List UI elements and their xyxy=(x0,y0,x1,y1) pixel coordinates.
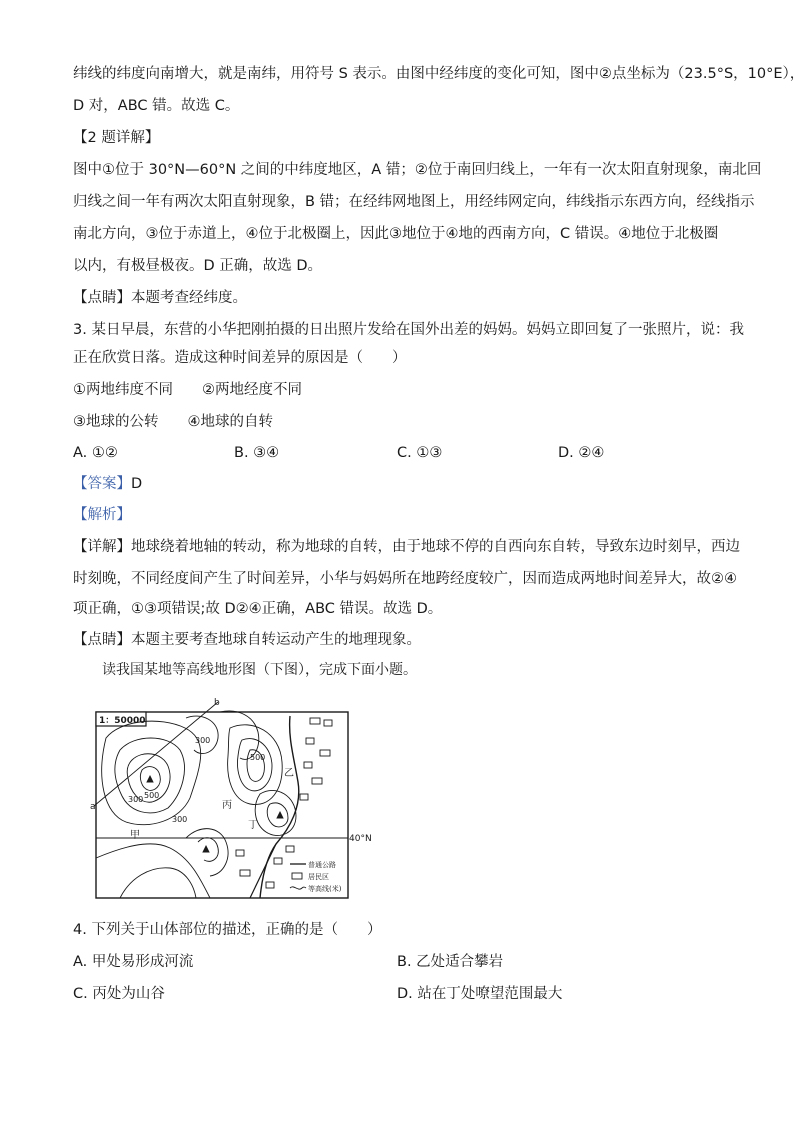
paragraph-line-5: 南北方向，③位于赤道上，④位于北极圈上，因此③地位于④地的西南方向，C 错误。④地位于北极圈 xyxy=(73,226,719,242)
legend-res-label: 居民区 xyxy=(308,873,329,881)
point-b-label: b xyxy=(214,698,220,708)
q4-option-b: B. 乙处适合攀岩 xyxy=(397,954,504,970)
answer-value: D xyxy=(131,476,143,492)
contour-bottom-1 xyxy=(96,844,210,898)
place-yi: 乙 xyxy=(284,768,294,779)
peak-bottom xyxy=(203,846,209,852)
detail-line-1: 【详解】地球绕着地轴的转动，称为地球的自转，由于地球不停的自西向东自转，导致东边时刻早，西边 xyxy=(73,539,740,555)
contour-label-300b: 300 xyxy=(172,815,188,824)
latitude-label: 40°N xyxy=(349,834,372,844)
contour-map xyxy=(90,698,372,900)
question-4-stem: 4. 下列关于山体部位的描述，正确的是（ ） xyxy=(73,922,382,938)
section-heading-q2: 【2 题详解】 xyxy=(73,130,160,146)
paragraph-line-1: 纬线的纬度向南增大，就是南纬，用符号 S 表示。由图中经纬度的变化可知，图中②点坐标为（23.5°S，10°E）， xyxy=(73,66,804,82)
contour-right-2 xyxy=(238,739,273,791)
place-ding: 丁 xyxy=(248,820,258,831)
question-3-choice-row-1: ①两地纬度不同 ②两地经度不同 xyxy=(73,382,302,398)
contour-label-300c: 300 xyxy=(128,795,144,804)
question-3-stem-1: 3. 某日早晨，东营的小华把刚拍摄的日出照片发给在国外出差的妈妈。妈妈立即回复了一张照片，说：我 xyxy=(73,322,744,338)
q3-option-a: A. ①② xyxy=(73,445,118,461)
contour-upper xyxy=(186,716,218,754)
contour-ding-2 xyxy=(267,803,288,827)
tip-line-2: 【点睛】本题主要考查地球自转运动产生的地理现象。 xyxy=(73,632,421,648)
answer-line xyxy=(73,474,142,494)
paragraph-line-6: 以内，有极昼极夜。D 正确，故选 D。 xyxy=(73,258,323,274)
q3-option-b: B. ③④ xyxy=(234,445,280,461)
contour-label-500a: 500 xyxy=(144,791,160,800)
legend-contour-label: 等高线(米) xyxy=(308,885,342,893)
paragraph-line-2: D 对，ABC 错。故选 C。 xyxy=(73,98,240,114)
paragraph-line-3: 图中①位于 30°N—60°N 之间的中纬度地区，A 错；②位于南回归线上，一年有一次太阳直射现象，南北回 xyxy=(73,162,762,178)
map-legend xyxy=(290,860,342,893)
answer-label: 【答案】 xyxy=(73,476,131,492)
contour-right-1 xyxy=(228,725,283,805)
q4-option-d: D. 站在丁处嘹望范围最大 xyxy=(397,986,563,1002)
map-intro: 读我国某地等高线地形图（下图），完成下面小题。 xyxy=(102,662,417,678)
detail-line-3: 项正确，①③项错误;故 D②④正确，ABC 错误。故选 D。 xyxy=(73,601,443,617)
q3-option-c: C. ①③ xyxy=(397,445,443,461)
legend-road-label: 普通公路 xyxy=(308,861,336,869)
point-a-label: a xyxy=(90,802,96,812)
contour-left-1 xyxy=(102,721,201,825)
question-3-choice-row-2: ③地球的公转 ④地球的自转 xyxy=(73,414,273,430)
peak-ding xyxy=(277,812,283,818)
peak-left xyxy=(147,776,153,782)
road xyxy=(260,716,299,898)
contour-left-2 xyxy=(115,738,185,813)
detail-line-2: 时刻晚，不同经度间产生了时间差异，小华与妈妈所在地跨经度较广，因而造成两地时间差异大，故②④ xyxy=(73,571,737,587)
map-scale-label: 1：50000 xyxy=(99,716,146,726)
contour-bottom-2 xyxy=(120,868,196,898)
analysis-label: 【解析】 xyxy=(73,507,131,523)
legend-contour-symbol xyxy=(290,887,306,889)
contour-label-500b: 500 xyxy=(250,753,266,762)
legend-res-symbol xyxy=(292,873,302,879)
question-3-stem-2: 正在欣赏日落。造成这种时间差异的原因是（ ） xyxy=(73,350,407,366)
paragraph-line-4: 归线之间一年有两次太阳直射现象，B 错；在经纬网地图上，用经纬网定向，纬线指示东西方向，经线指示 xyxy=(73,194,755,210)
q4-option-c: C. 丙处为山谷 xyxy=(73,986,165,1002)
place-jia: 甲 xyxy=(130,830,140,841)
contour-label-300a: 300 xyxy=(195,736,211,745)
road-branch xyxy=(250,844,276,898)
q4-option-a: A. 甲处易形成河流 xyxy=(73,954,194,970)
tip-line-1: 【点睛】本题考查经纬度。 xyxy=(73,290,247,306)
q3-option-d: D. ②④ xyxy=(558,445,605,461)
contour-ding xyxy=(255,790,296,835)
place-bing: 丙 xyxy=(222,800,232,811)
